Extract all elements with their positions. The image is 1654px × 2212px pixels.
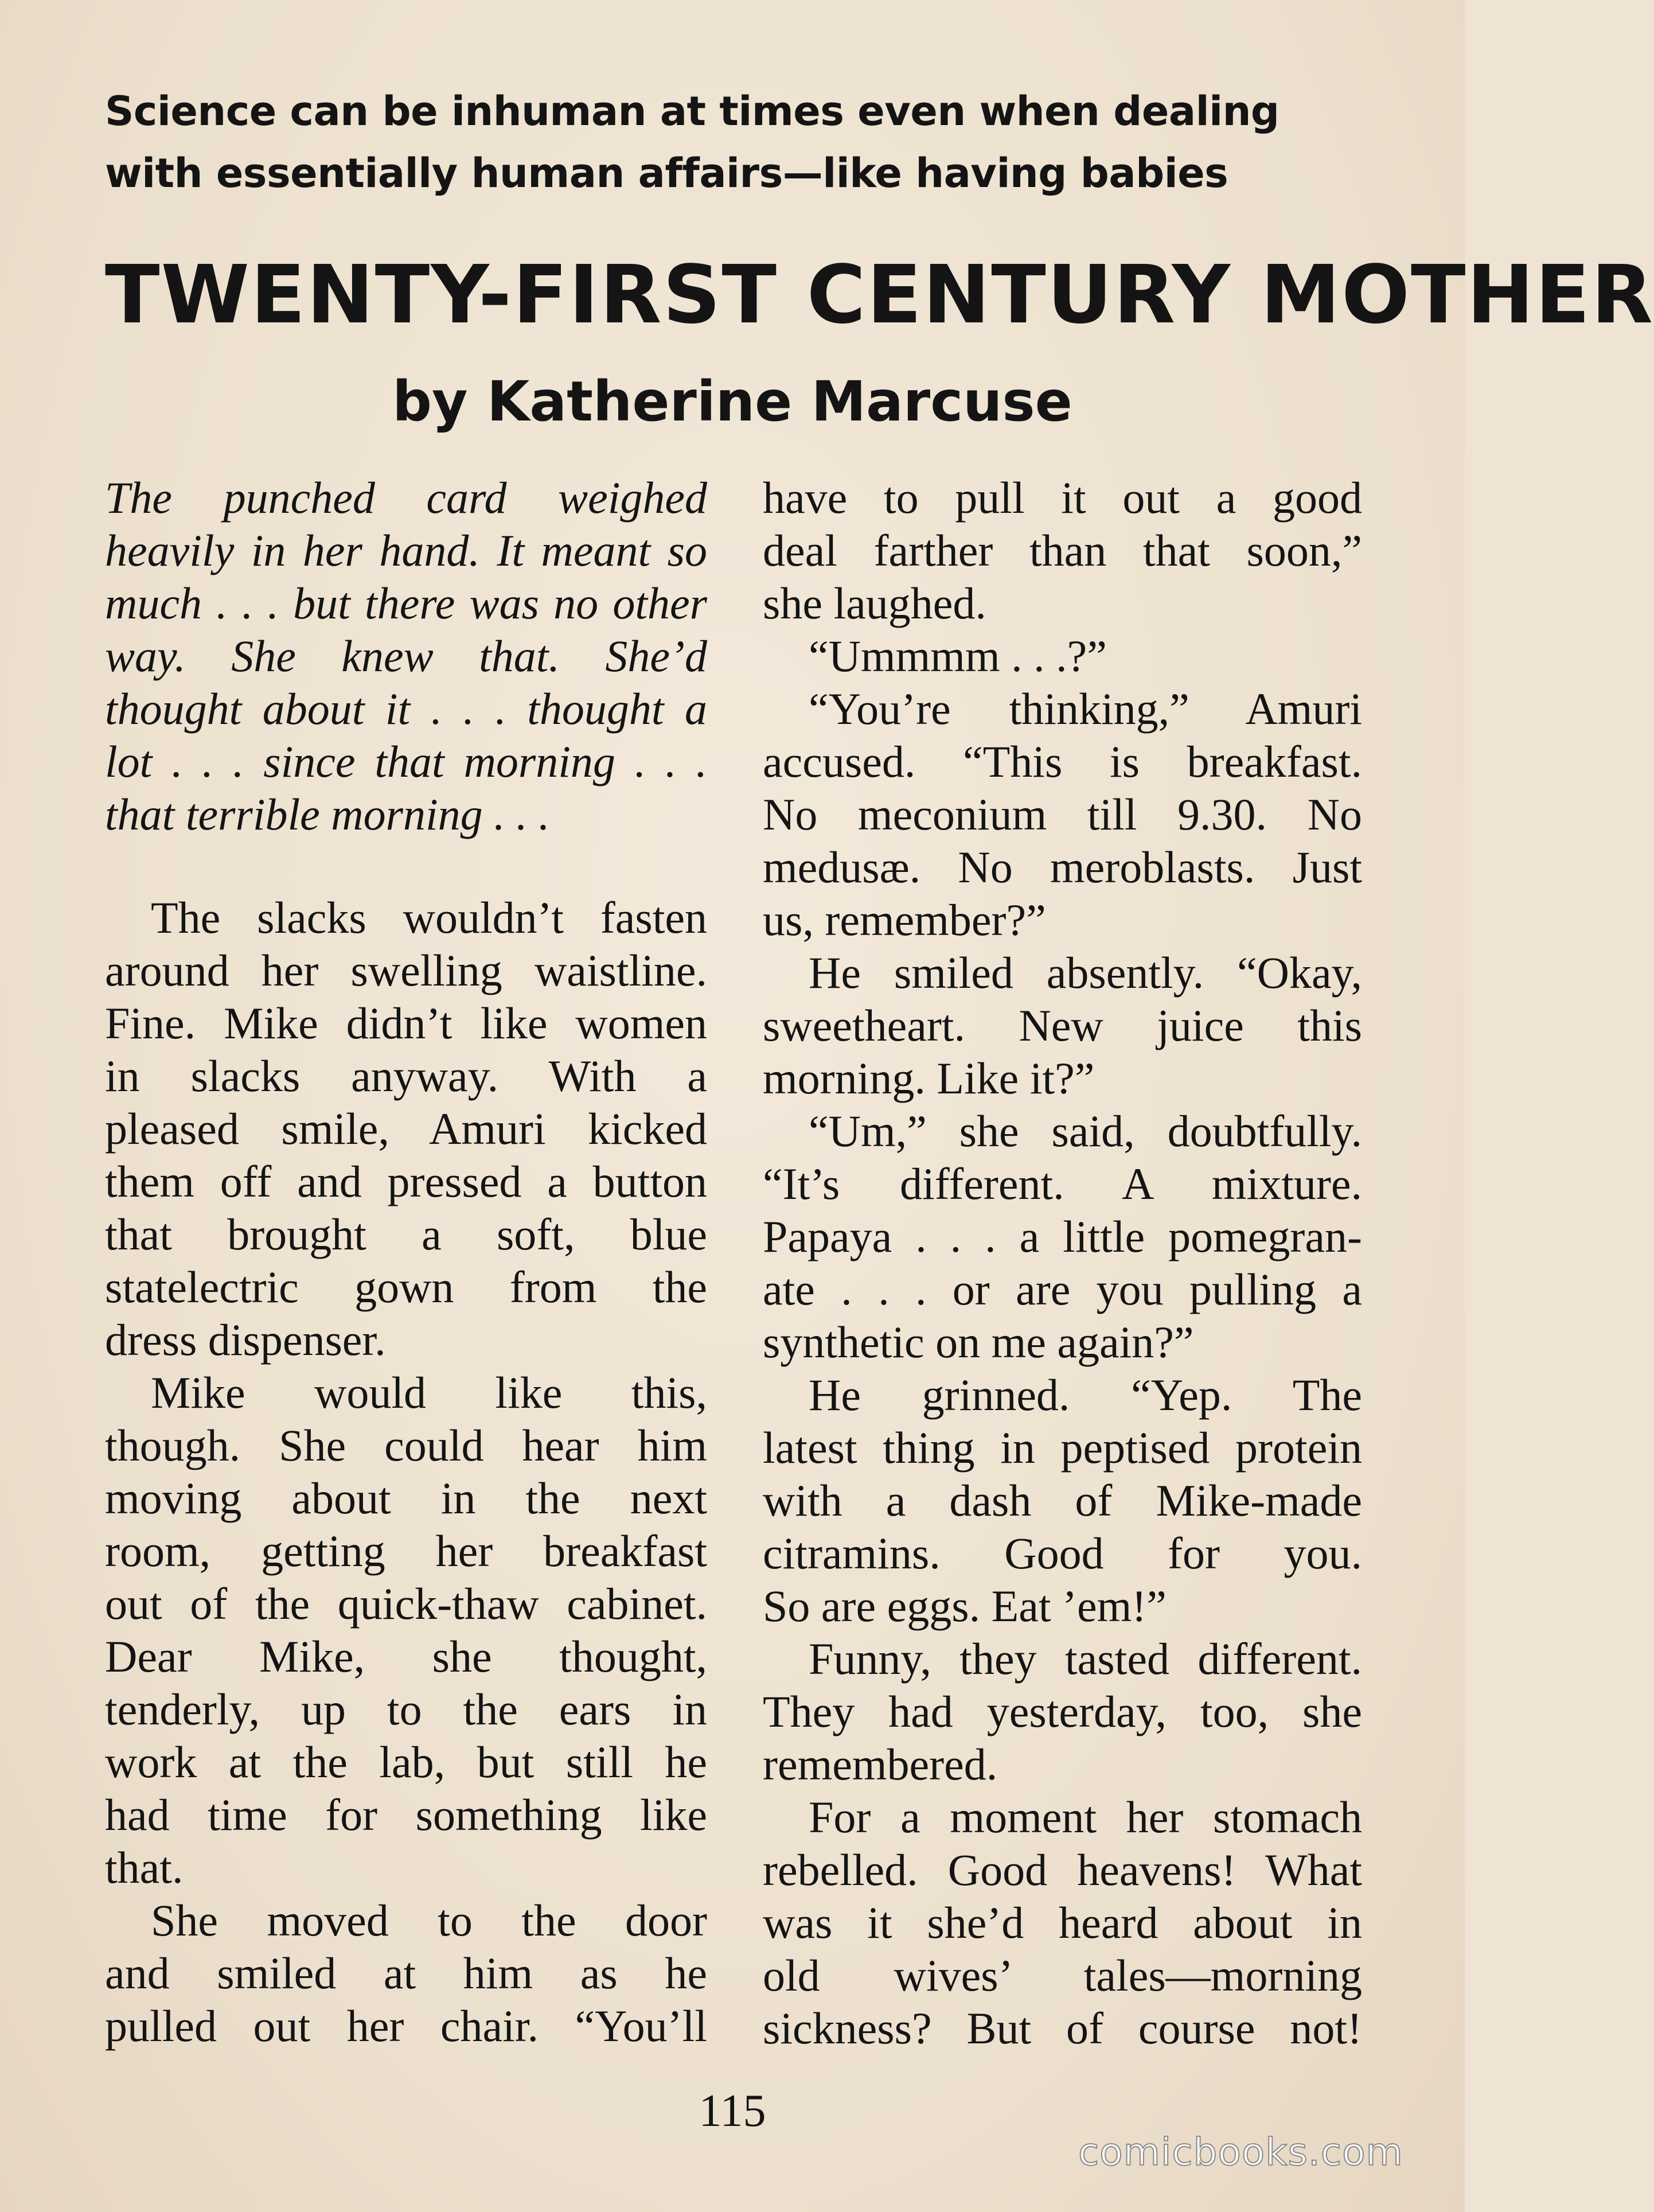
watermark: comicbooks.com xyxy=(1078,2130,1403,2174)
text-line: was it she’d heard about in xyxy=(763,1898,1362,1948)
text-line: The slacks wouldn’t fasten xyxy=(151,893,707,943)
text-line: heavily in her hand. It meant so xyxy=(105,525,707,575)
text-line: with a dash of Mike-made xyxy=(763,1475,1362,1525)
text-line: “Ummmm . . .?” xyxy=(809,631,1107,681)
text-line: sweetheart. New juice this xyxy=(763,1000,1362,1050)
text-line: lot . . . since that morning . . . xyxy=(105,737,707,786)
text-line: Funny, they tasted different. xyxy=(809,1634,1362,1684)
text-line: dress dispenser. xyxy=(105,1315,386,1365)
text-line: around her swelling waistline. xyxy=(105,945,707,995)
text-line: old wives’ tales—morning xyxy=(763,1950,1362,2000)
story-title: TWENTY-FIRST CENTURY MOTHER xyxy=(105,248,1654,342)
text-line: us, remember?” xyxy=(763,895,1046,945)
text-line: she laughed. xyxy=(763,578,986,628)
text-line: sickness? But of course not! xyxy=(763,2003,1362,2053)
intro-paragraph xyxy=(105,472,707,841)
text-line: have to pull it out a good xyxy=(763,473,1362,523)
text-line: accused. “This is breakfast. xyxy=(763,737,1362,786)
text-line: out of the quick-thaw cabinet. xyxy=(105,1579,707,1629)
right-column xyxy=(763,472,1362,2055)
text-line: ate . . . or are you pulling a xyxy=(763,1264,1362,1314)
text-line: that brought a soft, blue xyxy=(105,1209,707,1259)
blurb-line: Science can be inhuman at times even when dealing xyxy=(105,88,1279,135)
text-line: So are eggs. Eat ’em!” xyxy=(763,1581,1167,1631)
text-line: synthetic on me again?” xyxy=(763,1317,1194,1367)
text-line: He smiled absently. “Okay, xyxy=(809,948,1362,998)
text-line: that terrible morning . . . xyxy=(105,789,550,839)
text-line: Fine. Mike didn’t like women xyxy=(105,998,707,1048)
text-line: moving about in the next xyxy=(105,1473,707,1523)
text-line: that. xyxy=(105,1843,184,1892)
text-line: much . . . but there was no other xyxy=(105,578,707,628)
text-line: Dear Mike, she thought, xyxy=(105,1631,707,1681)
text-line: deal farther than that soon,” xyxy=(763,525,1362,575)
text-line: had time for something like xyxy=(105,1790,707,1840)
text-line: them off and pressed a button xyxy=(105,1156,707,1206)
text-line: work at the lab, but still he xyxy=(105,1737,707,1787)
text-line: morning. Like it?” xyxy=(763,1053,1095,1103)
text-line: thought about it . . . thought a xyxy=(105,684,707,734)
text-line: “It’s different. A mixture. xyxy=(763,1159,1362,1209)
text-line: and smiled at him as he xyxy=(105,1948,707,1998)
text-line: “You’re thinking,” Amuri xyxy=(809,684,1362,734)
page-number: 115 xyxy=(699,2086,766,2136)
text-line: The punched card weighed xyxy=(105,473,707,523)
text-line: in slacks anyway. With a xyxy=(105,1051,707,1101)
text-line: latest thing in peptised protein xyxy=(763,1423,1362,1473)
text-line: medusæ. No meroblasts. Just xyxy=(763,842,1362,892)
text-line: Mike would like this, xyxy=(151,1368,707,1417)
text-line: pulled out her chair. “You’ll xyxy=(105,2001,707,2051)
body-text xyxy=(105,891,707,2053)
byline: by Katherine Marcuse xyxy=(392,369,1072,434)
blurb-line: with essentially human affairs—like having babies xyxy=(105,150,1228,197)
text-line: statelectric gown from the xyxy=(105,1262,707,1312)
text-line: No meconium till 9.30. No xyxy=(763,789,1362,839)
text-line: He grinned. “Yep. The xyxy=(809,1370,1362,1420)
text-line: She moved to the door xyxy=(151,1895,707,1945)
text-line: way. She knew that. She’d xyxy=(105,631,707,681)
paragraph-gap xyxy=(105,841,707,891)
text-line: For a moment her stomach xyxy=(809,1792,1362,1842)
text-line: remembered. xyxy=(763,1739,998,1789)
left-column xyxy=(105,472,707,2053)
text-line: They had yesterday, too, she xyxy=(763,1687,1362,1736)
text-line: pleased smile, Amuri kicked xyxy=(105,1104,707,1154)
text-line: though. She could hear him xyxy=(105,1420,707,1470)
blurb xyxy=(105,80,1367,204)
text-line: Papaya . . . a little pomegran- xyxy=(763,1212,1362,1261)
text-line: “Um,” she said, doubtfully. xyxy=(809,1106,1362,1156)
text-line: tenderly, up to the ears in xyxy=(105,1684,707,1734)
text-line: rebelled. Good heavens! What xyxy=(763,1845,1362,1895)
text-line: citramins. Good for you. xyxy=(763,1528,1362,1578)
text-line: room, getting her breakfast xyxy=(105,1526,707,1576)
